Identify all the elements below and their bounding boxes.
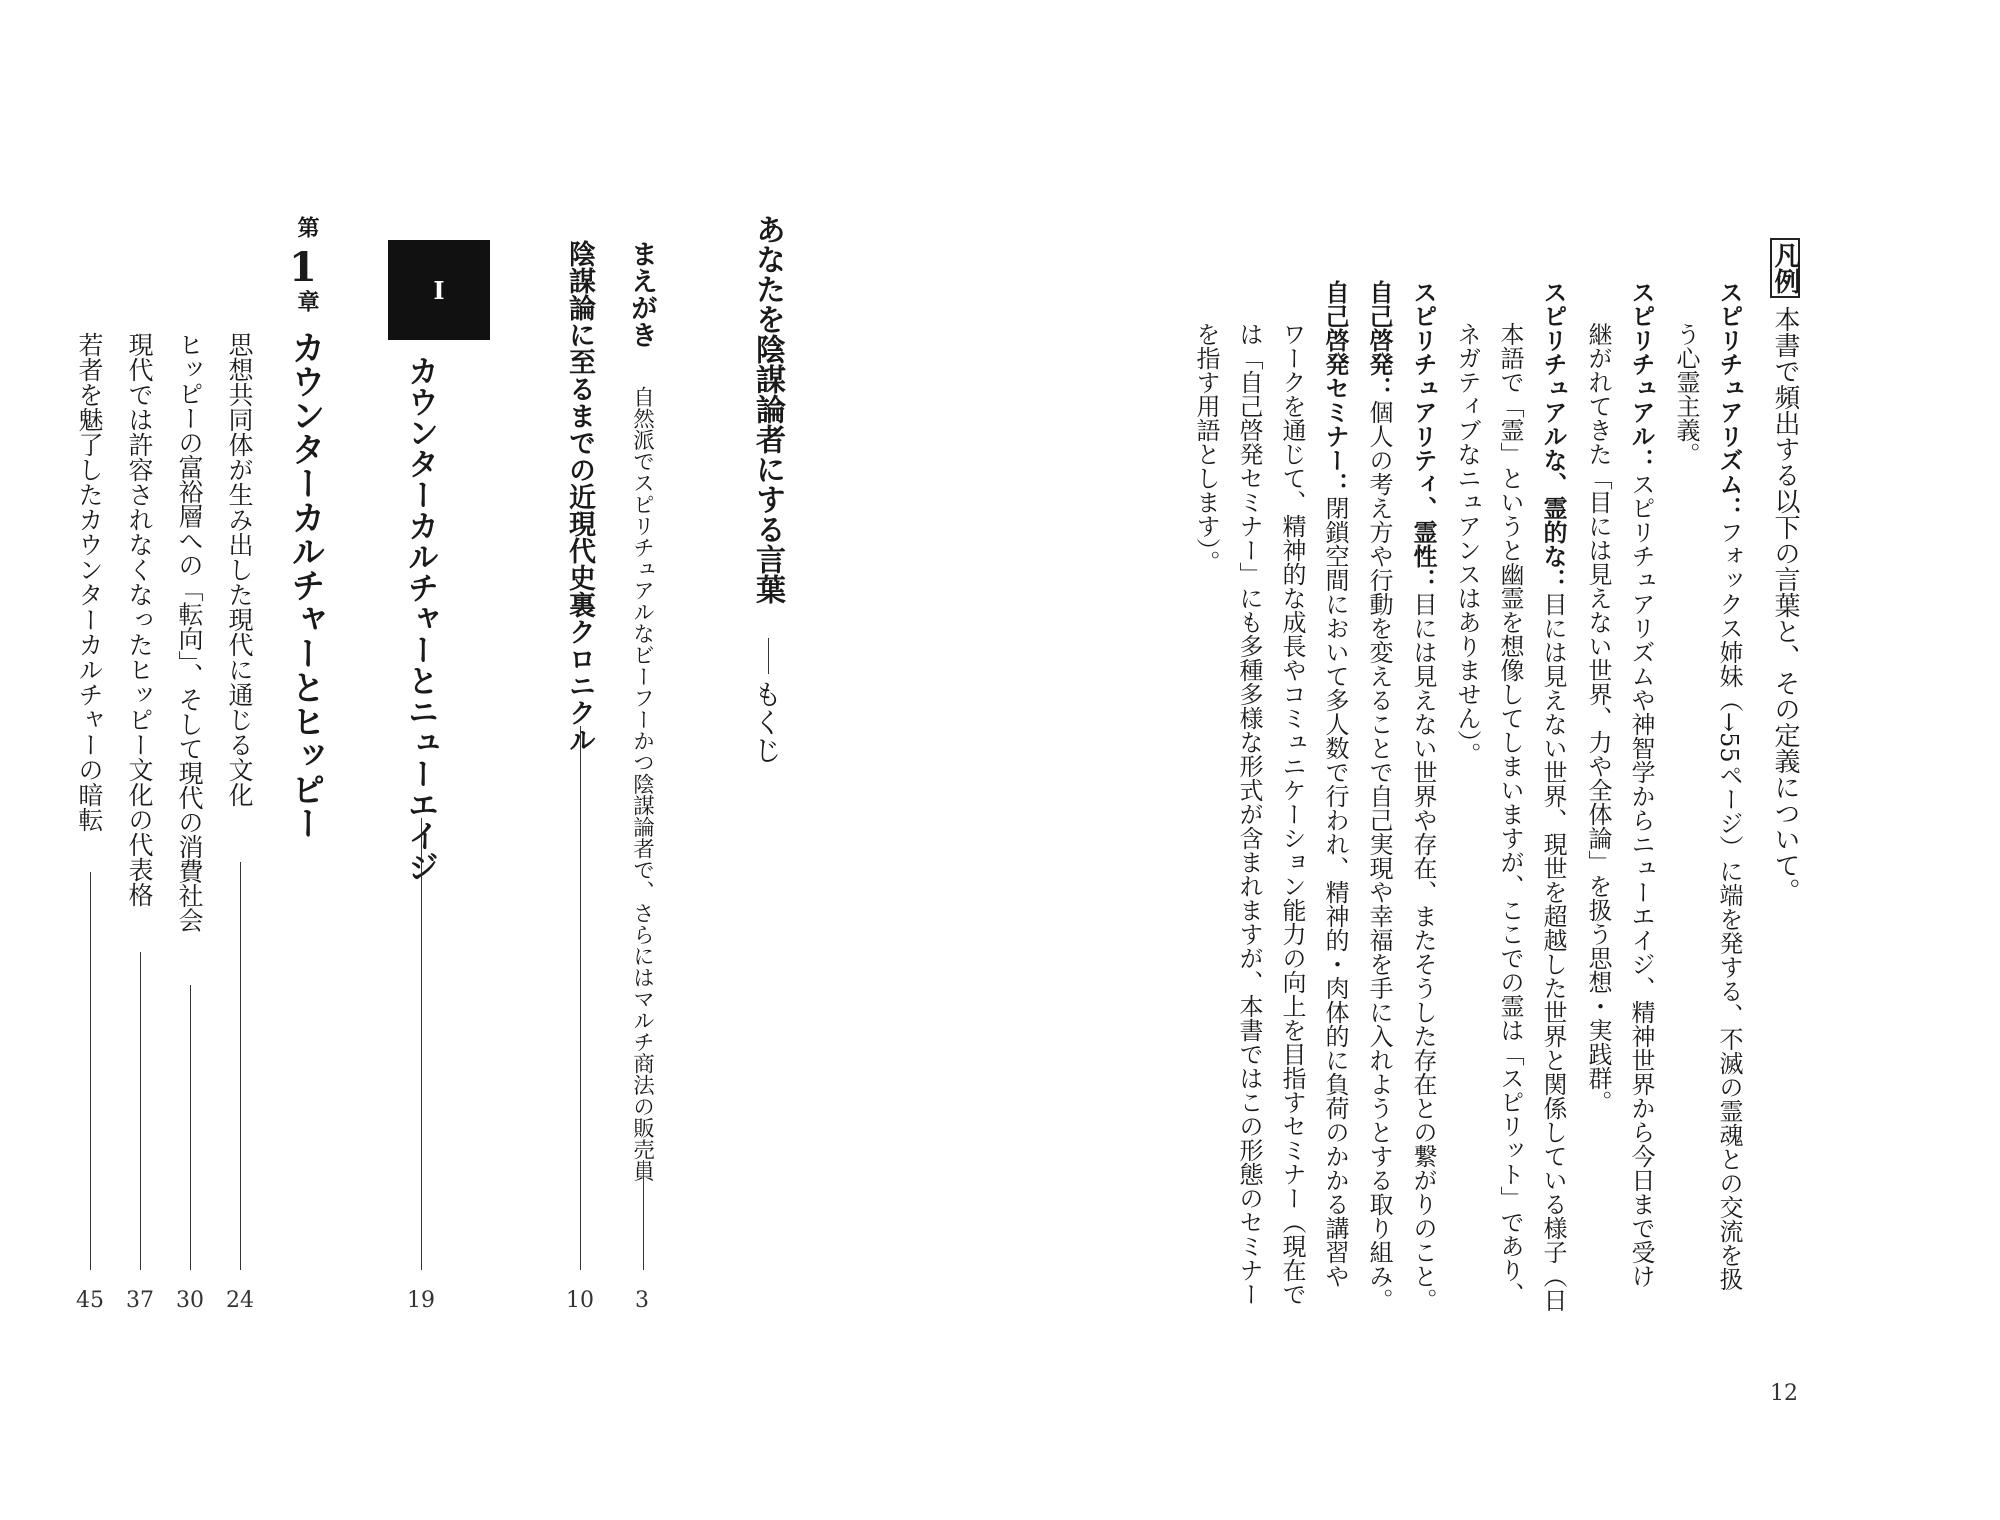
def-2-term: スピリチュアル：: [1627, 280, 1655, 472]
def-3-line-1: [1541, 280, 1565, 1312]
def-1-line-2: う心霊主義。: [1672, 322, 1700, 466]
section-leader-1: [240, 862, 241, 1270]
section-leader-4: [90, 872, 91, 1270]
page-number: 12: [1770, 1381, 1798, 1406]
def-1-text-1: フォックス姉妹（→55ページ）に端を発する、不滅の霊魂との交流を扱: [1715, 520, 1743, 1291]
def-6-text-1: 閉鎖空間において多人数で行われ、精神的・肉体的に負荷のかかる講習や: [1321, 496, 1349, 1288]
def-6-line-1: [1323, 280, 1347, 1288]
toc-page-chronicle: 10: [566, 1288, 594, 1313]
part-leader: [421, 818, 422, 1270]
toc-heading: あなたを陰謀論者にする言葉: [750, 214, 785, 604]
section-page-1: 24: [226, 1288, 254, 1313]
def-2-line-2: 継がれてきた「目には見えない世界、力や全体論」を扱う思想・実践群。: [1584, 322, 1612, 1114]
toc-leader-maegaki: [643, 1160, 644, 1270]
def-2-line-1: [1629, 280, 1653, 1288]
chapter-label-top: 第: [294, 216, 320, 238]
section-title-4[interactable]: 若者を魅了したカウンターカルチャーの暗転: [75, 332, 104, 832]
section-title-2[interactable]: ヒッピーの富裕層への「転向」、そして現代の消費社会: [175, 332, 204, 932]
section-leader-3: [140, 952, 141, 1270]
def-4-text-1: 目には見えない世界や存在、またそうした存在との繋がりのこと。: [1409, 592, 1437, 1312]
def-6-line-3: は「自己啓発セミナー」にも多種多様な形式が含まれますが、本書ではこの形態のセミナー: [1235, 322, 1263, 1306]
part-page: 19: [407, 1288, 435, 1313]
toc-page-maegaki: 3: [635, 1288, 649, 1313]
def-3-text-1: 目には見えない世界、現世を超越した世界と関係している様子（日: [1539, 592, 1567, 1312]
def-3-line-2: 本語で「霊」というと幽霊を想像してしまいますが、ここでの霊は「スピリット」であり、: [1496, 322, 1524, 1306]
def-3-term: スピリチュアルな、霊的な：: [1539, 280, 1567, 592]
toc-label: もくじ: [750, 680, 783, 764]
toc-entry-title-chronicle[interactable]: 陰謀論に至るまでの近現代史裏クロニクル: [564, 240, 595, 753]
def-3-line-3: ネガティブなニュアンスはありません）。: [1453, 322, 1481, 766]
part-numeral-box: I: [388, 240, 490, 340]
section-title-1[interactable]: 思想共同体が生み出した現代に通じる文化: [225, 332, 254, 807]
legend-header: [1770, 238, 1800, 904]
def-5-term: 自己啓発：: [1365, 280, 1393, 400]
toc-leader-chronicle: [580, 726, 581, 1270]
chapter-title[interactable]: カウンターカルチャーとヒッピー: [285, 330, 325, 840]
legend-intro: 本書で頻出する以下の言葉と、その定義について。: [1770, 306, 1800, 905]
def-2-text-1: スピリチュアリズムや神智学からニューエイジ、精神世界から今日まで受け: [1627, 472, 1655, 1288]
chapter-label-bottom: 章: [294, 290, 320, 312]
part-title[interactable]: カウンターカルチャーとニューエイジ: [402, 355, 438, 882]
chapter-number: 1: [289, 244, 317, 291]
section-page-4: 45: [76, 1288, 104, 1313]
def-6-line-4: を指す用語とします）。: [1192, 322, 1220, 574]
section-title-3[interactable]: 現代では許容されなくなったヒッピー文化の代表格: [125, 332, 154, 907]
def-4-term: スピリチュアリティ、霊性：: [1409, 280, 1437, 592]
def-4-line-1: [1411, 280, 1435, 1312]
toc-heading-rule: [768, 638, 769, 674]
def-6-term: 自己啓発セミナー：: [1321, 280, 1349, 496]
def-1-line-1: [1717, 280, 1741, 1291]
section-page-2: 30: [176, 1288, 204, 1313]
section-page-3: 37: [126, 1288, 154, 1313]
def-1-term: スピリチュアリズム：: [1715, 280, 1743, 520]
toc-entry-title-maegaki[interactable]: まえがき: [626, 240, 657, 348]
def-5-line-1: [1367, 280, 1391, 1312]
def-5-text-1: 個人の考え方や行動を変えることで自己実現や幸福を手に入れようとする取り組み。: [1365, 400, 1393, 1312]
section-leader-2: [190, 985, 191, 1270]
def-6-line-2: ワークを通じて、精神的な成長やコミュニケーション能力の向上を目指すセミナー（現在で: [1278, 322, 1306, 1306]
legend-label: 凡例: [1770, 238, 1800, 298]
toc-entry-subtitle-maegaki: 自然派でスピリチュアルなビーフーかつ陰謀論者で、さらにはマルチ商法の販売員: [629, 386, 655, 1182]
